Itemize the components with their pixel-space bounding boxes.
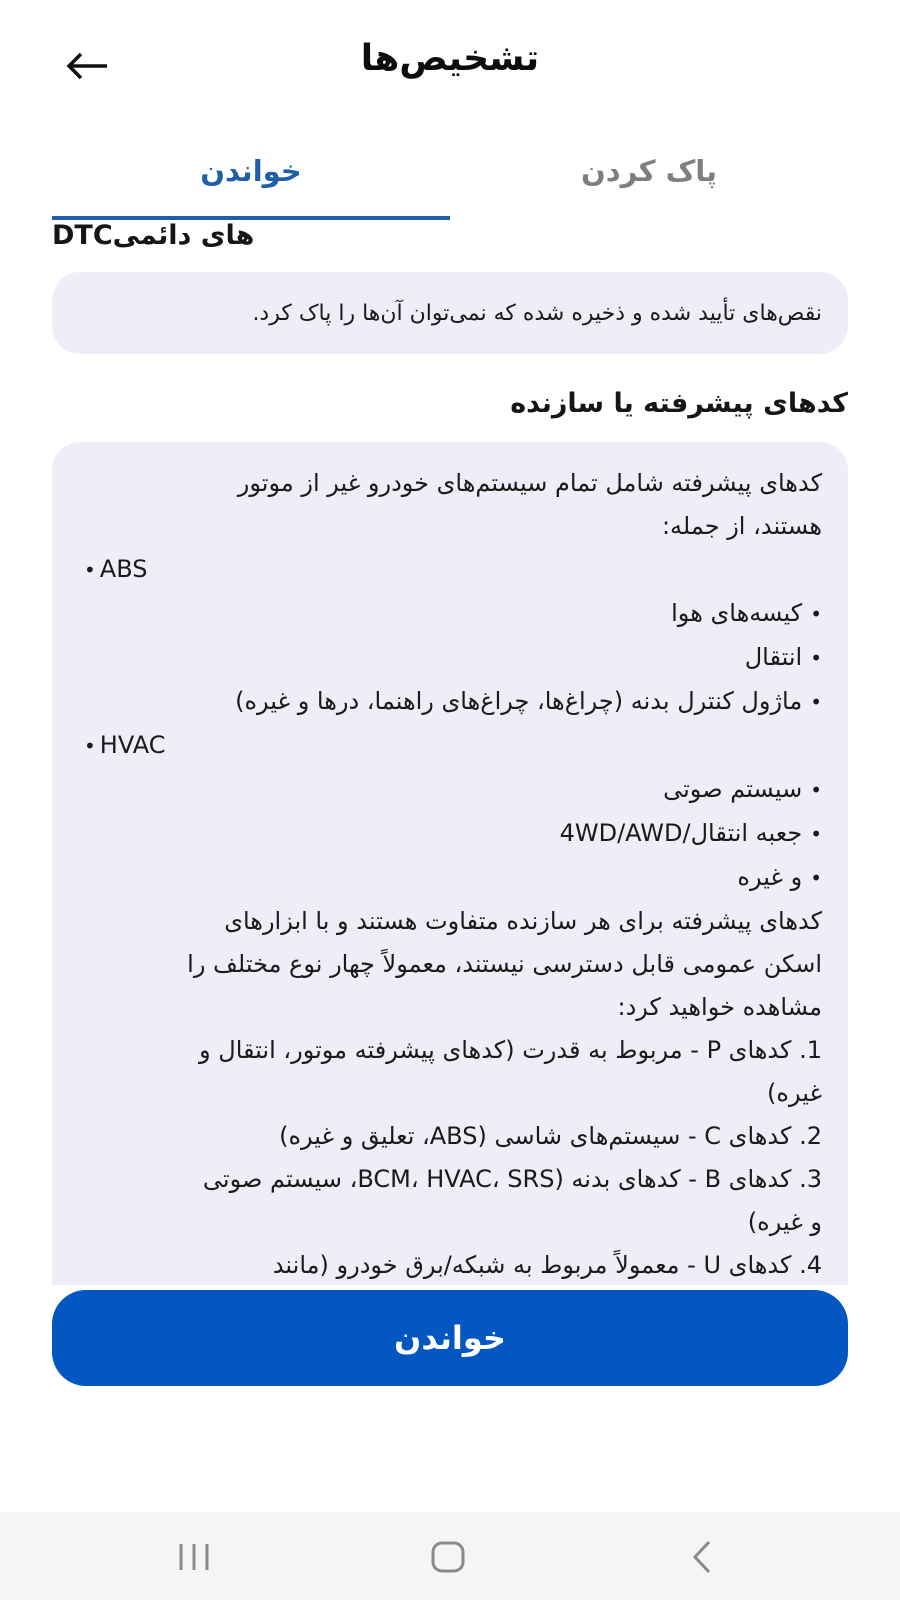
list-item-text: سیستم صوتی: [663, 775, 803, 803]
list-item: [78, 724, 822, 768]
bullet-icon: [802, 643, 822, 671]
system-back-button[interactable]: [672, 1534, 732, 1580]
intro-line: کدهای پیشرفته شامل تمام سیستم‌های خودرو غیر از موتور: [237, 469, 822, 497]
permanent-dtc-card: [52, 272, 848, 354]
read-button[interactable]: خواندن: [52, 1290, 848, 1386]
list-item-text: جعبه انتقال/4WD/AWD: [559, 819, 803, 847]
list-item: [78, 680, 822, 724]
list-item-text: HVAC: [99, 731, 166, 759]
list-item: [78, 548, 822, 592]
list-item: [78, 592, 822, 636]
scroll-content[interactable]: [52, 220, 848, 1285]
list-item: [78, 768, 822, 812]
list-item-text: ABS: [99, 555, 148, 583]
bullet-icon: [802, 863, 822, 891]
page-title: تشخیص‌ها: [360, 38, 540, 79]
code-type-item: 4. کدهای U - معمولاً مربوط به شبکه/برق خودرو (مانند: [272, 1251, 822, 1279]
code-type-item: 3. کدهای B - کدهای بدنه (BCM، HVAC، SRS، سیستم صوتی: [202, 1165, 822, 1193]
system-nav-bar: [0, 1512, 900, 1600]
paragraph-line: کدهای پیشرفته برای هر سازنده متفاوت هستند و با ابزارهای: [224, 907, 822, 935]
list-item: [78, 812, 822, 856]
paragraph-line: مشاهده خواهید کرد:: [617, 993, 822, 1021]
bullet-icon: [802, 775, 822, 803]
advanced-codes-title: کدهای پیشرفته یا سازنده: [510, 388, 848, 419]
app-header: [0, 0, 900, 130]
tab-clear[interactable]: پاک کردن: [580, 154, 718, 188]
list-item: [78, 856, 822, 900]
recent-apps-button[interactable]: [165, 1534, 225, 1580]
bullet-icon: [802, 687, 822, 715]
list-item-text: و غیره: [737, 863, 803, 891]
list-item-text: کیسه‌های هوا: [671, 599, 803, 627]
list-item-text: ماژول کنترل بدنه (چراغ‌ها، چراغ‌های راهنما، درها و غیره): [235, 687, 803, 715]
list-item-text: انتقال: [744, 643, 803, 671]
permanent-dtc-description: نقص‌های تأیید شده و ذخیره شده که نمی‌توان آن‌ها را پاک کرد.: [252, 300, 822, 326]
permanent-dtc-title-text: های دائمیDTC: [52, 220, 255, 251]
code-type-item: 2. کدهای C - سیستم‌های شاسی (ABS، تعلیق و غیره): [279, 1122, 822, 1150]
code-type-item: 1. کدهای P - مربوط به قدرت (کدهای پیشرفته موتور، انتقال و: [199, 1036, 822, 1064]
bullet-icon: [802, 599, 822, 627]
bullet-icon: [84, 731, 100, 759]
bullet-icon: [84, 555, 100, 583]
list-item: [78, 636, 822, 680]
code-type-item-cont: و غیره): [747, 1208, 822, 1236]
permanent-dtc-title: [52, 220, 254, 251]
tab-read[interactable]: خواندن: [52, 140, 450, 220]
paragraph-line: اسکن عمومی قابل دسترسی نیستند، معمولاً چهار نوع مختلف را: [187, 950, 822, 978]
recent-apps-icon: [175, 1540, 215, 1574]
advanced-codes-card: [52, 442, 848, 1285]
code-type-item-cont: غیره): [767, 1079, 822, 1107]
bullet-icon: [802, 819, 822, 847]
tab-bar: [52, 140, 848, 220]
intro-line: هستند، از جمله:: [661, 512, 822, 540]
home-button[interactable]: [418, 1534, 478, 1580]
back-icon: [682, 1540, 722, 1574]
home-icon: [428, 1540, 468, 1574]
